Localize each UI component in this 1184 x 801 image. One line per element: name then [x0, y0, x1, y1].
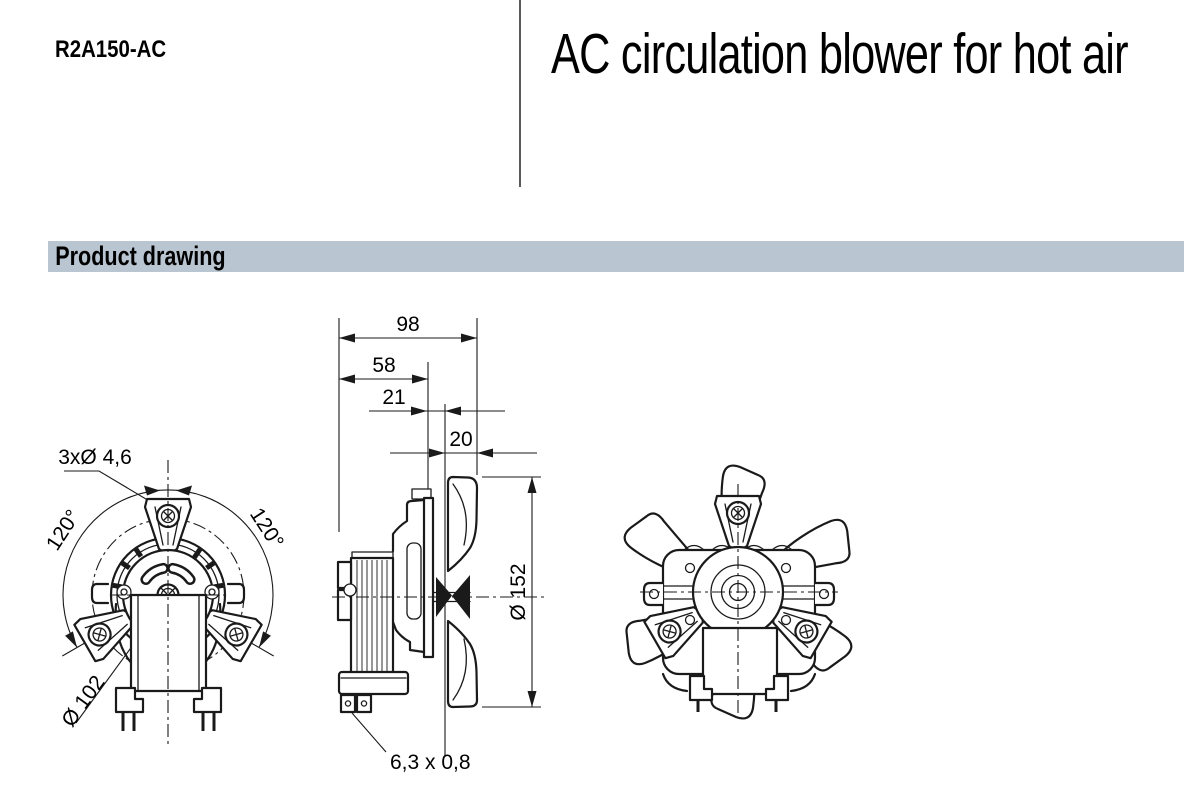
side-view	[332, 313, 545, 774]
side-tab-left	[644, 583, 663, 605]
terminal-size-label: 6,3 x 0,8	[390, 751, 471, 774]
side-tab-right	[815, 583, 834, 605]
product-model: R2A150-AC	[55, 36, 167, 63]
dim-21-label: 21	[382, 386, 406, 409]
terminal-leader	[352, 713, 386, 752]
page-title: AC circulation blower for hot air	[551, 22, 1128, 86]
fan-blade-profile-top	[448, 477, 477, 571]
angle-right-label: 120°	[245, 503, 289, 553]
housing-shoulder-right	[791, 674, 815, 691]
spade-terminal-2	[357, 695, 371, 712]
side-lug-left	[92, 584, 108, 603]
dim-58-label: 58	[372, 354, 396, 377]
bolt-circle-label: Ø 102	[57, 671, 110, 732]
rear-view	[615, 466, 861, 719]
fan-blade-profile-bottom	[448, 621, 477, 707]
spade-terminal-1	[341, 695, 355, 712]
dim-98-label: 98	[396, 313, 420, 336]
rear-view-motor	[643, 496, 834, 712]
housing-shoulder-left	[663, 674, 687, 691]
dim-fan-diameter-label: Ø 152	[507, 563, 530, 621]
dim-20-label: 20	[449, 428, 473, 451]
mounting-holes-label: 3xØ 4,6	[58, 446, 132, 469]
side-view-fan	[433, 477, 477, 707]
side-view-motor	[338, 489, 433, 712]
mounting-flange	[424, 498, 433, 657]
section-title: Product drawing	[55, 241, 226, 271]
angle-left-label: 120°	[41, 505, 85, 555]
side-lug-right	[228, 584, 244, 603]
front-view	[42, 446, 288, 744]
junction-box	[703, 628, 777, 694]
motor-base-cap	[339, 672, 408, 694]
